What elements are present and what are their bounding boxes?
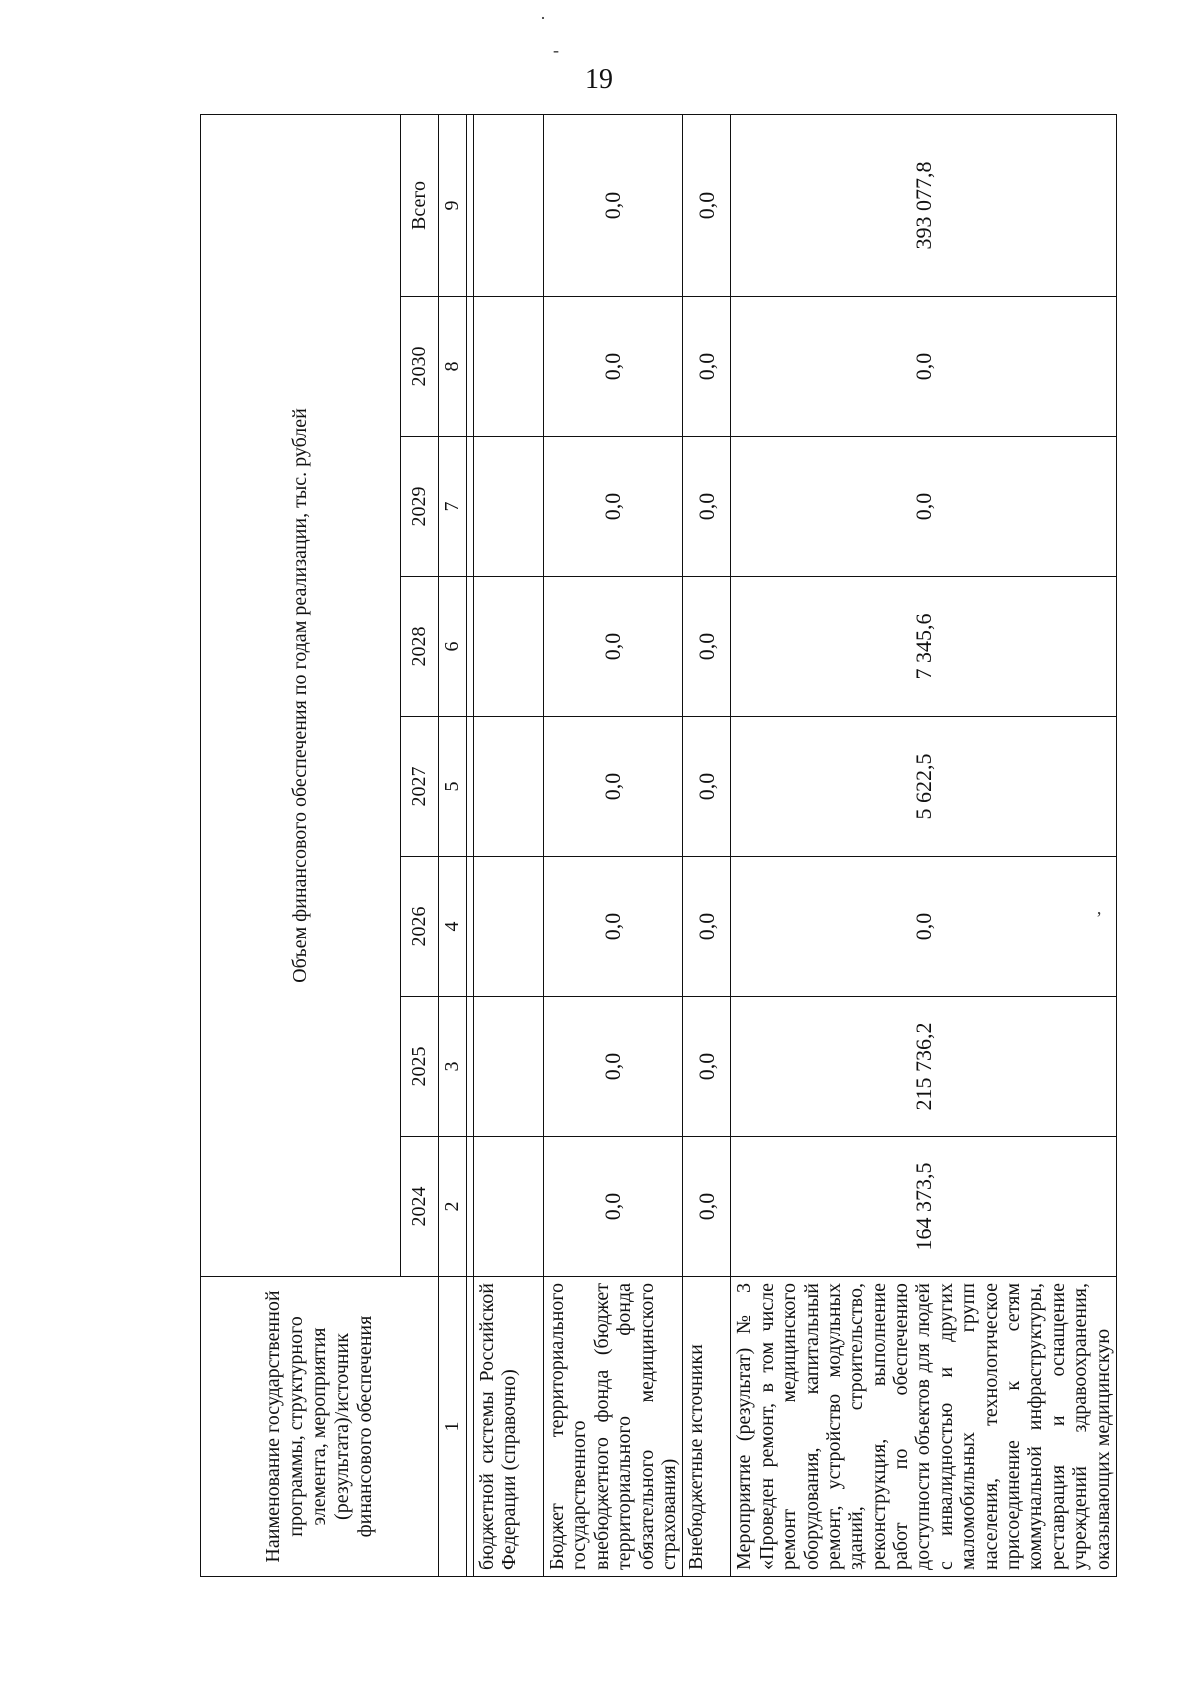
header-year: 2025	[401, 997, 439, 1137]
table-row	[474, 114, 544, 1576]
header-year: 2024	[401, 1137, 439, 1277]
header-volume: Объем финансового обеспечения по годам реализации, тыс. рублей	[201, 114, 401, 1276]
rotated-table-container	[200, 115, 1114, 1577]
cell-value	[474, 717, 544, 857]
cell-value: 215 736,2	[731, 997, 1117, 1137]
cell-value	[474, 997, 544, 1137]
cell-value	[474, 577, 544, 717]
cell-value: 0,0	[731, 297, 1117, 437]
cell-value: 393 077,8	[731, 114, 1117, 296]
table-row	[544, 114, 683, 1576]
cell-value: 0,0	[544, 1137, 683, 1277]
cell-value: 0,0	[731, 857, 1117, 997]
row-name: Внебюджетные источники	[683, 1277, 731, 1577]
cell-value: 0,0	[683, 114, 731, 296]
cell-value: 164 373,5	[731, 1137, 1117, 1277]
cell-value: 0,0	[731, 437, 1117, 577]
cell-value	[474, 114, 544, 296]
column-number: 5	[439, 717, 467, 857]
column-number: 2	[439, 1137, 467, 1277]
header-year: 2028	[401, 577, 439, 717]
cell-value	[474, 437, 544, 577]
cell-value	[474, 297, 544, 437]
column-number: 1	[439, 1277, 467, 1577]
cell-value: 7 345,6	[731, 577, 1117, 717]
cell-value	[474, 1137, 544, 1277]
cell-value: 0,0	[683, 717, 731, 857]
header-year: 2029	[401, 437, 439, 577]
column-number: 4	[439, 857, 467, 997]
cell-value: 0,0	[544, 297, 683, 437]
scan-mark: ·	[540, 8, 546, 28]
header-year: 2030	[401, 297, 439, 437]
row-name: Бюджет территориального государственного внебюджетного фонда (бюджет территориального фонда обязательного медицинского страхования)	[544, 1277, 683, 1577]
cell-value: 0,0	[683, 577, 731, 717]
table-row	[731, 114, 1117, 1576]
cell-value: 0,0	[683, 857, 731, 997]
financing-table	[200, 114, 1117, 1577]
scan-mark: -	[553, 40, 559, 60]
cell-value: 0,0	[683, 297, 731, 437]
cell-value: 0,0	[683, 1137, 731, 1277]
scan-mark: ʼ	[1096, 908, 1102, 928]
row-name: Мероприятие (результат) № 3 «Проведен ремонт, в том числе ремонт медицинского оборудования, капитальный ремонт, устройство модульных зданий, строительство, реконструкция, выполнение работ по обеспечению доступности объектов для людей с инвалидностью и других маломобильных групп населения, технологическое присоединение к сетям коммунальной инфраструктуры, реставрация и оснащение учреждений здравоохранения, оказывающих медицинскую	[731, 1277, 1117, 1577]
rotated-page-content	[200, 115, 1114, 1577]
column-number: 3	[439, 997, 467, 1137]
cell-value: 5 622,5	[731, 717, 1117, 857]
cell-value: 0,0	[544, 717, 683, 857]
cell-value: 0,0	[544, 577, 683, 717]
row-name: бюджетной системы Российской Федерации (справочно)	[474, 1277, 544, 1577]
header-year: 2027	[401, 717, 439, 857]
column-number: 8	[439, 297, 467, 437]
cell-value: 0,0	[544, 997, 683, 1137]
cell-value: 0,0	[544, 857, 683, 997]
cell-value: 0,0	[683, 997, 731, 1137]
column-number: 7	[439, 437, 467, 577]
cell-value	[474, 857, 544, 997]
header-name-column: Наименование государственной программы, структурного элемента, мероприятия (результата)/источник финансового обеспечения	[201, 1277, 439, 1577]
page-number: 19	[585, 64, 613, 95]
header-total: Всего	[401, 114, 439, 296]
cell-value: 0,0	[683, 437, 731, 577]
column-number: 9	[439, 114, 467, 296]
column-number: 6	[439, 577, 467, 717]
header-year: 2026	[401, 857, 439, 997]
cell-value: 0,0	[544, 437, 683, 577]
table-row	[683, 114, 731, 1576]
cell-value: 0,0	[544, 114, 683, 296]
